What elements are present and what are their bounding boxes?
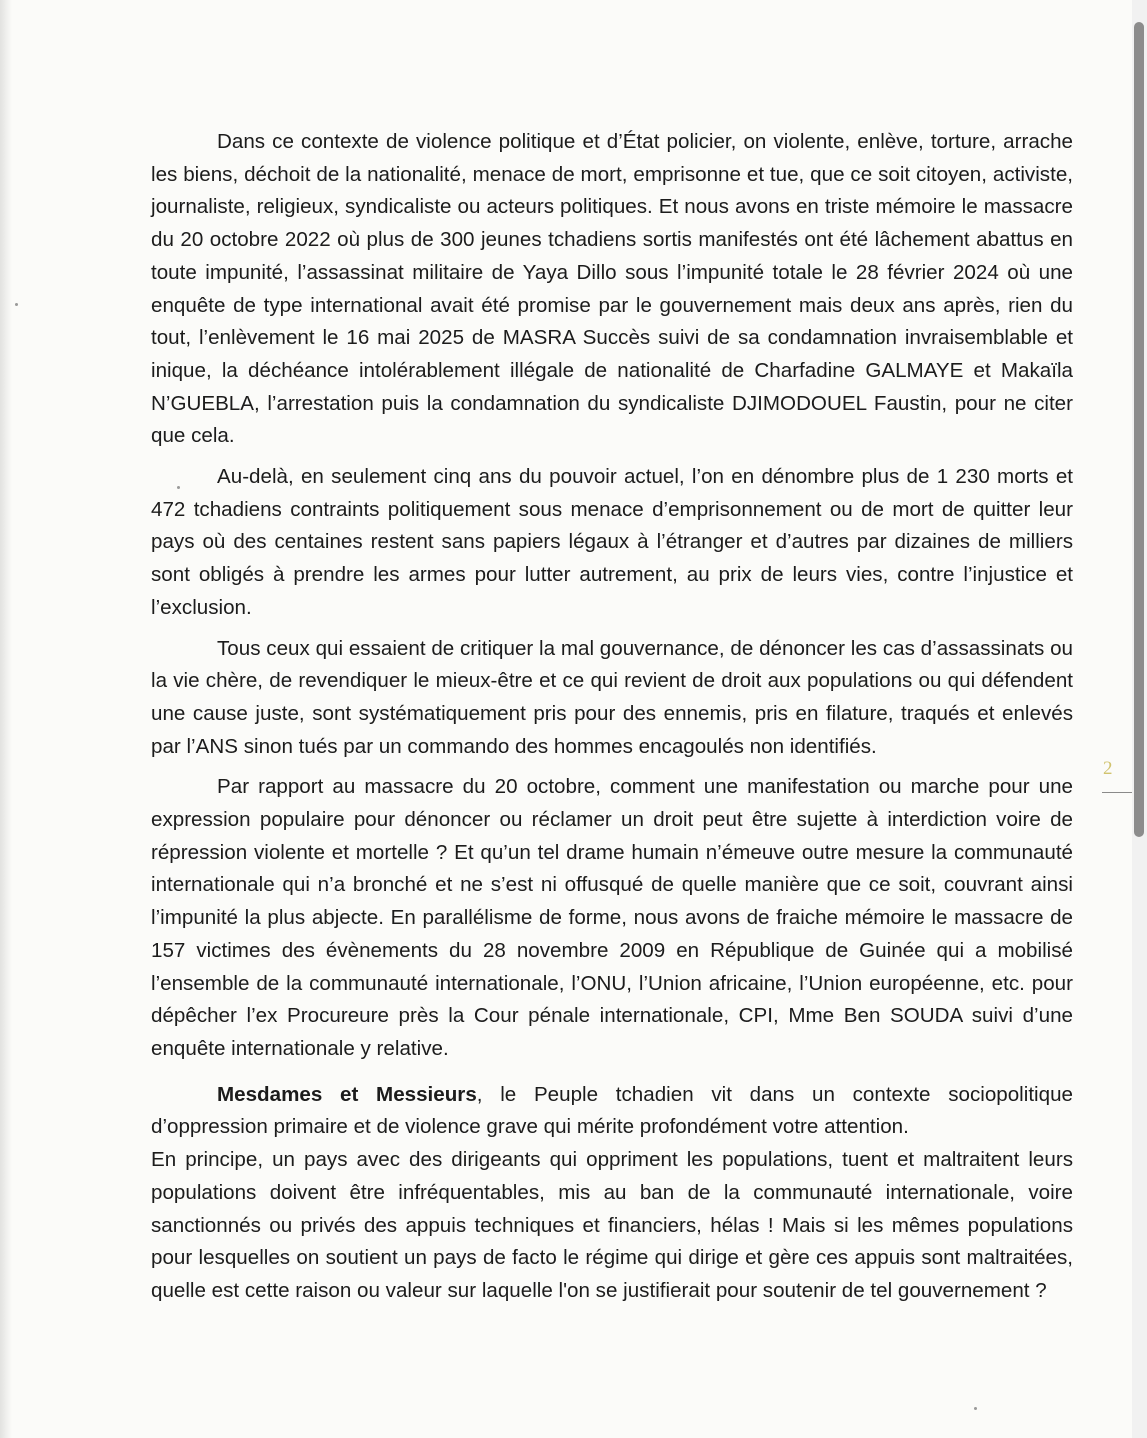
- paragraph-casualties: Au-delà, en seulement cinq ans du pouvoir actuel, l’on en dénombre plus de 1 230 morts et 472 tchadiens contraints politiquement sous menace d’emprisonnement ou de mort de quitter leur pays où des centaines restent sans papiers légaux à l’étranger et d’autres par dizaines de milliers sont obligés à prendre les armes pour lutter autrement, au prix de leurs vies, contre l’injustice et l’exclusion.: [151, 465, 1073, 619]
- page-left-shadow: [0, 0, 12, 1438]
- salutation-bold: Mesdames et Messieurs: [217, 1082, 477, 1106]
- scan-speck: [177, 486, 180, 489]
- letter-body: [151, 126, 1073, 1308]
- salutation-rest: , le Peuple tchadien vit dans un contexte sociopolitique d’oppression primaire et de violence grave qui mérite profondément votre attention.: [151, 1082, 1073, 1139]
- page-number: 2: [1103, 758, 1113, 779]
- paragraph-salutation: [151, 1079, 1073, 1144]
- scan-speck: [15, 303, 18, 306]
- paragraph-principle: En principe, un pays avec des dirigeants qui oppriment les populations, tuent et maltraitent leurs populations doivent être infréquentables, mis au ban de la communauté internationale, voire sanctionnés ou privés des appuis techniques et financiers, hélas ! Mais si les mêmes populations pour lesquelles on soutient un pays de facto le régime qui dirige et gère ces appuis sont maltraitées, quelle est cette raison ou valeur sur laquelle l'on se justifierait pour soutenir de tel gouvernement ?: [151, 1148, 1073, 1302]
- paragraph-repression: Tous ceux qui essaient de critiquer la mal gouvernance, de dénoncer les cas d’assassinats ou la vie chère, de revendiquer le mieux-être et ce qui revient de droit aux populations ou qui défendent une cause juste, sont systématiquement pris pour des ennemis, pris en filature, traqués et enlevés par l’ANS sinon tués par un commando des hommes encagoulés non identifiés.: [151, 636, 1073, 758]
- scan-speck: [974, 1407, 977, 1410]
- scrollbar-thumb[interactable]: [1134, 22, 1144, 837]
- paragraph-october-massacre: Par rapport au massacre du 20 octobre, comment une manifestation ou marche pour une expression populaire pour dénoncer ou réclamer un droit peut être sujette à interdiction voire de répression violente et mortelle ? Et qu’un tel drame humain n’émeuve outre mesure la communauté internationale qui n’a bronché et ne s’est ni offusqué de quelle manière que ce soit, couvrant ainsi l’impunité la plus abjecte. En parallélisme de forme, nous avons de fraiche mémoire le massacre de 157 victimes des évènements du 28 novembre 2009 en République de Guinée qui a mobilisé l’ensemble de la communauté internationale, l’ONU, l’Union africaine, l’Union européenne, etc. pour dépêcher l’ex Procureure près la Cour pénale internationale, CPI, Mme Ben SOUDA suivi d’une enquête internationale y relative.: [151, 775, 1073, 1060]
- paragraph-violence-context: Dans ce contexte de violence politique et d’État policier, on violente, enlève, torture, arrache les biens, déchoit de la nationalité, menace de mort, emprisonne et tue, que ce soit citoyen, activiste, journaliste, religieux, syndicaliste ou acteurs politiques. Et nous avons en triste mémoire le massacre du 20 octobre 2022 où plus de 300 jeunes tchadiens sortis manifestés ont été lâchement abattus en toute impunité, l’assassinat militaire de Yaya Dillo sous l’impunité totale le 28 février 2024 où une enquête de type international avait été promise par le gouvernement mais deux ans après, rien du tout, l’enlèvement le 16 mai 2025 de MASRA Succès suivi de sa condamnation invraisemblable et inique, la déchéance intolérablement illégale de nationalité de Charfadine GALMAYE et Makaïla N’GUEBLA, l’arrestation puis la condamnation du syndicaliste DJIMODOUEL Faustin, pour ne citer que cela.: [151, 130, 1073, 448]
